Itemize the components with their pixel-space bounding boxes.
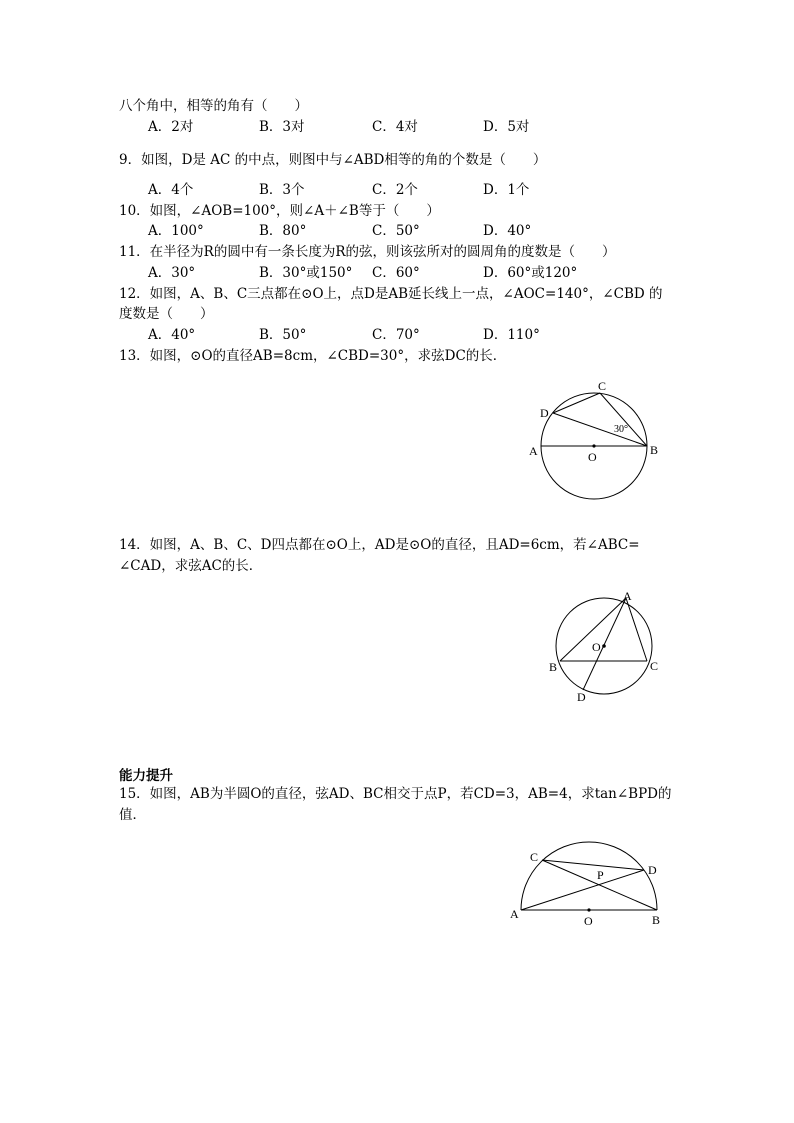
q12-option-c: C．70°: [372, 327, 420, 343]
q13-label-a: A: [529, 444, 538, 458]
q15-label-b: B: [652, 913, 661, 927]
q8-option-c: C．4对: [372, 119, 418, 135]
q11-option-d: D．60°或120°: [483, 265, 578, 281]
q15-stem-line2: 值．: [119, 807, 146, 823]
q9-option-a: A．4个: [148, 182, 194, 198]
q14-chord-ac: [626, 598, 647, 661]
q11-option-c: C．60°: [372, 265, 420, 281]
q15-center-point: [587, 908, 590, 911]
q13-label-b: B: [650, 443, 659, 457]
q10-option-b: B．80°: [259, 223, 307, 239]
q8-option-a: A．2对: [148, 119, 194, 135]
q8-stem: 八个角中，相等的角有（ ）: [119, 98, 308, 114]
q15-label-o: O: [584, 914, 593, 928]
q10-option-c: C．50°: [372, 223, 420, 239]
q15-label-c: C: [530, 850, 539, 864]
q13-stem: 13．如图，⊙O的直径AB=8cm，∠CBD=30°，求弦DC的长．: [119, 348, 507, 364]
q8-option-d: D．5对: [483, 119, 530, 135]
q11-option-a: A．30°: [148, 265, 196, 281]
q14-circle-figure: [540, 585, 670, 710]
q15-semicircle-figure: [505, 835, 675, 930]
q14-label-o: O: [592, 640, 601, 654]
q14-stem-line1: 14．如图，A、B、C、D四点都在⊙O上，AD是⊙O的直径，且AD=6cm，若∠ABC=: [119, 537, 640, 553]
q9-option-c: C．2个: [372, 182, 418, 198]
q14-label-d: D: [577, 690, 586, 704]
section-title: 能力提升: [119, 768, 173, 784]
q10-stem: 10．如图，∠AOB=100°，则∠A＋∠B等于（ ）: [119, 203, 440, 219]
q11-option-b: B．30°或150°: [259, 265, 353, 281]
q12-option-a: A．40°: [148, 327, 196, 343]
q14-label-b: B: [549, 660, 558, 674]
q15-label-a: A: [510, 907, 519, 921]
q13-label-c: C: [598, 379, 607, 393]
q15-label-d: D: [648, 863, 657, 877]
q14-diameter-ad: [583, 598, 626, 690]
q10-option-a: A．100°: [148, 223, 204, 239]
q12-option-b: B．50°: [259, 327, 307, 343]
q15-stem-line1: 15．如图，AB为半圆O的直径，弦AD、BC相交于点P，若CD=3，AB=4，求tan∠BPD的: [119, 786, 672, 802]
q15-chord-ad: [521, 870, 644, 910]
q13-label-d: D: [540, 406, 549, 420]
q9-option-b: B．3个: [259, 182, 305, 198]
q12-option-d: D．110°: [483, 327, 540, 343]
q12-stem-line2: 度数是（ ）: [119, 306, 214, 322]
q11-stem: 11．在半径为R的圆中有一条长度为R的弦，则该弦所对的圆周角的度数是（ ）: [119, 244, 616, 260]
q8-option-b: B．3对: [259, 119, 305, 135]
q13-center-point: [592, 444, 595, 447]
q10-option-d: D．40°: [483, 223, 532, 239]
q13-angle-label: 30°: [614, 424, 628, 435]
q9-option-d: D．1个: [483, 182, 530, 198]
q14-stem-line2: ∠CAD，求弦AC的长．: [119, 558, 263, 574]
q9-stem: 9．如图，D是 AC 的中点，则图中与∠ABD相等的角的个数是（ ）: [119, 152, 547, 168]
q15-semicircle-arc: [521, 842, 657, 910]
q15-chord-cd: [542, 860, 644, 870]
q14-center-point: [602, 644, 606, 648]
q12-stem-line1: 12．如图，A、B、C三点都在⊙O上，点D是AB延长线上一点，∠AOC=140°，∠CBD 的: [119, 286, 663, 302]
q13-circle-figure: [520, 375, 670, 505]
q15-label-p: P: [597, 868, 604, 882]
q14-label-c: C: [650, 659, 659, 673]
q13-label-o: O: [588, 450, 597, 464]
q14-label-a: A: [623, 589, 632, 603]
